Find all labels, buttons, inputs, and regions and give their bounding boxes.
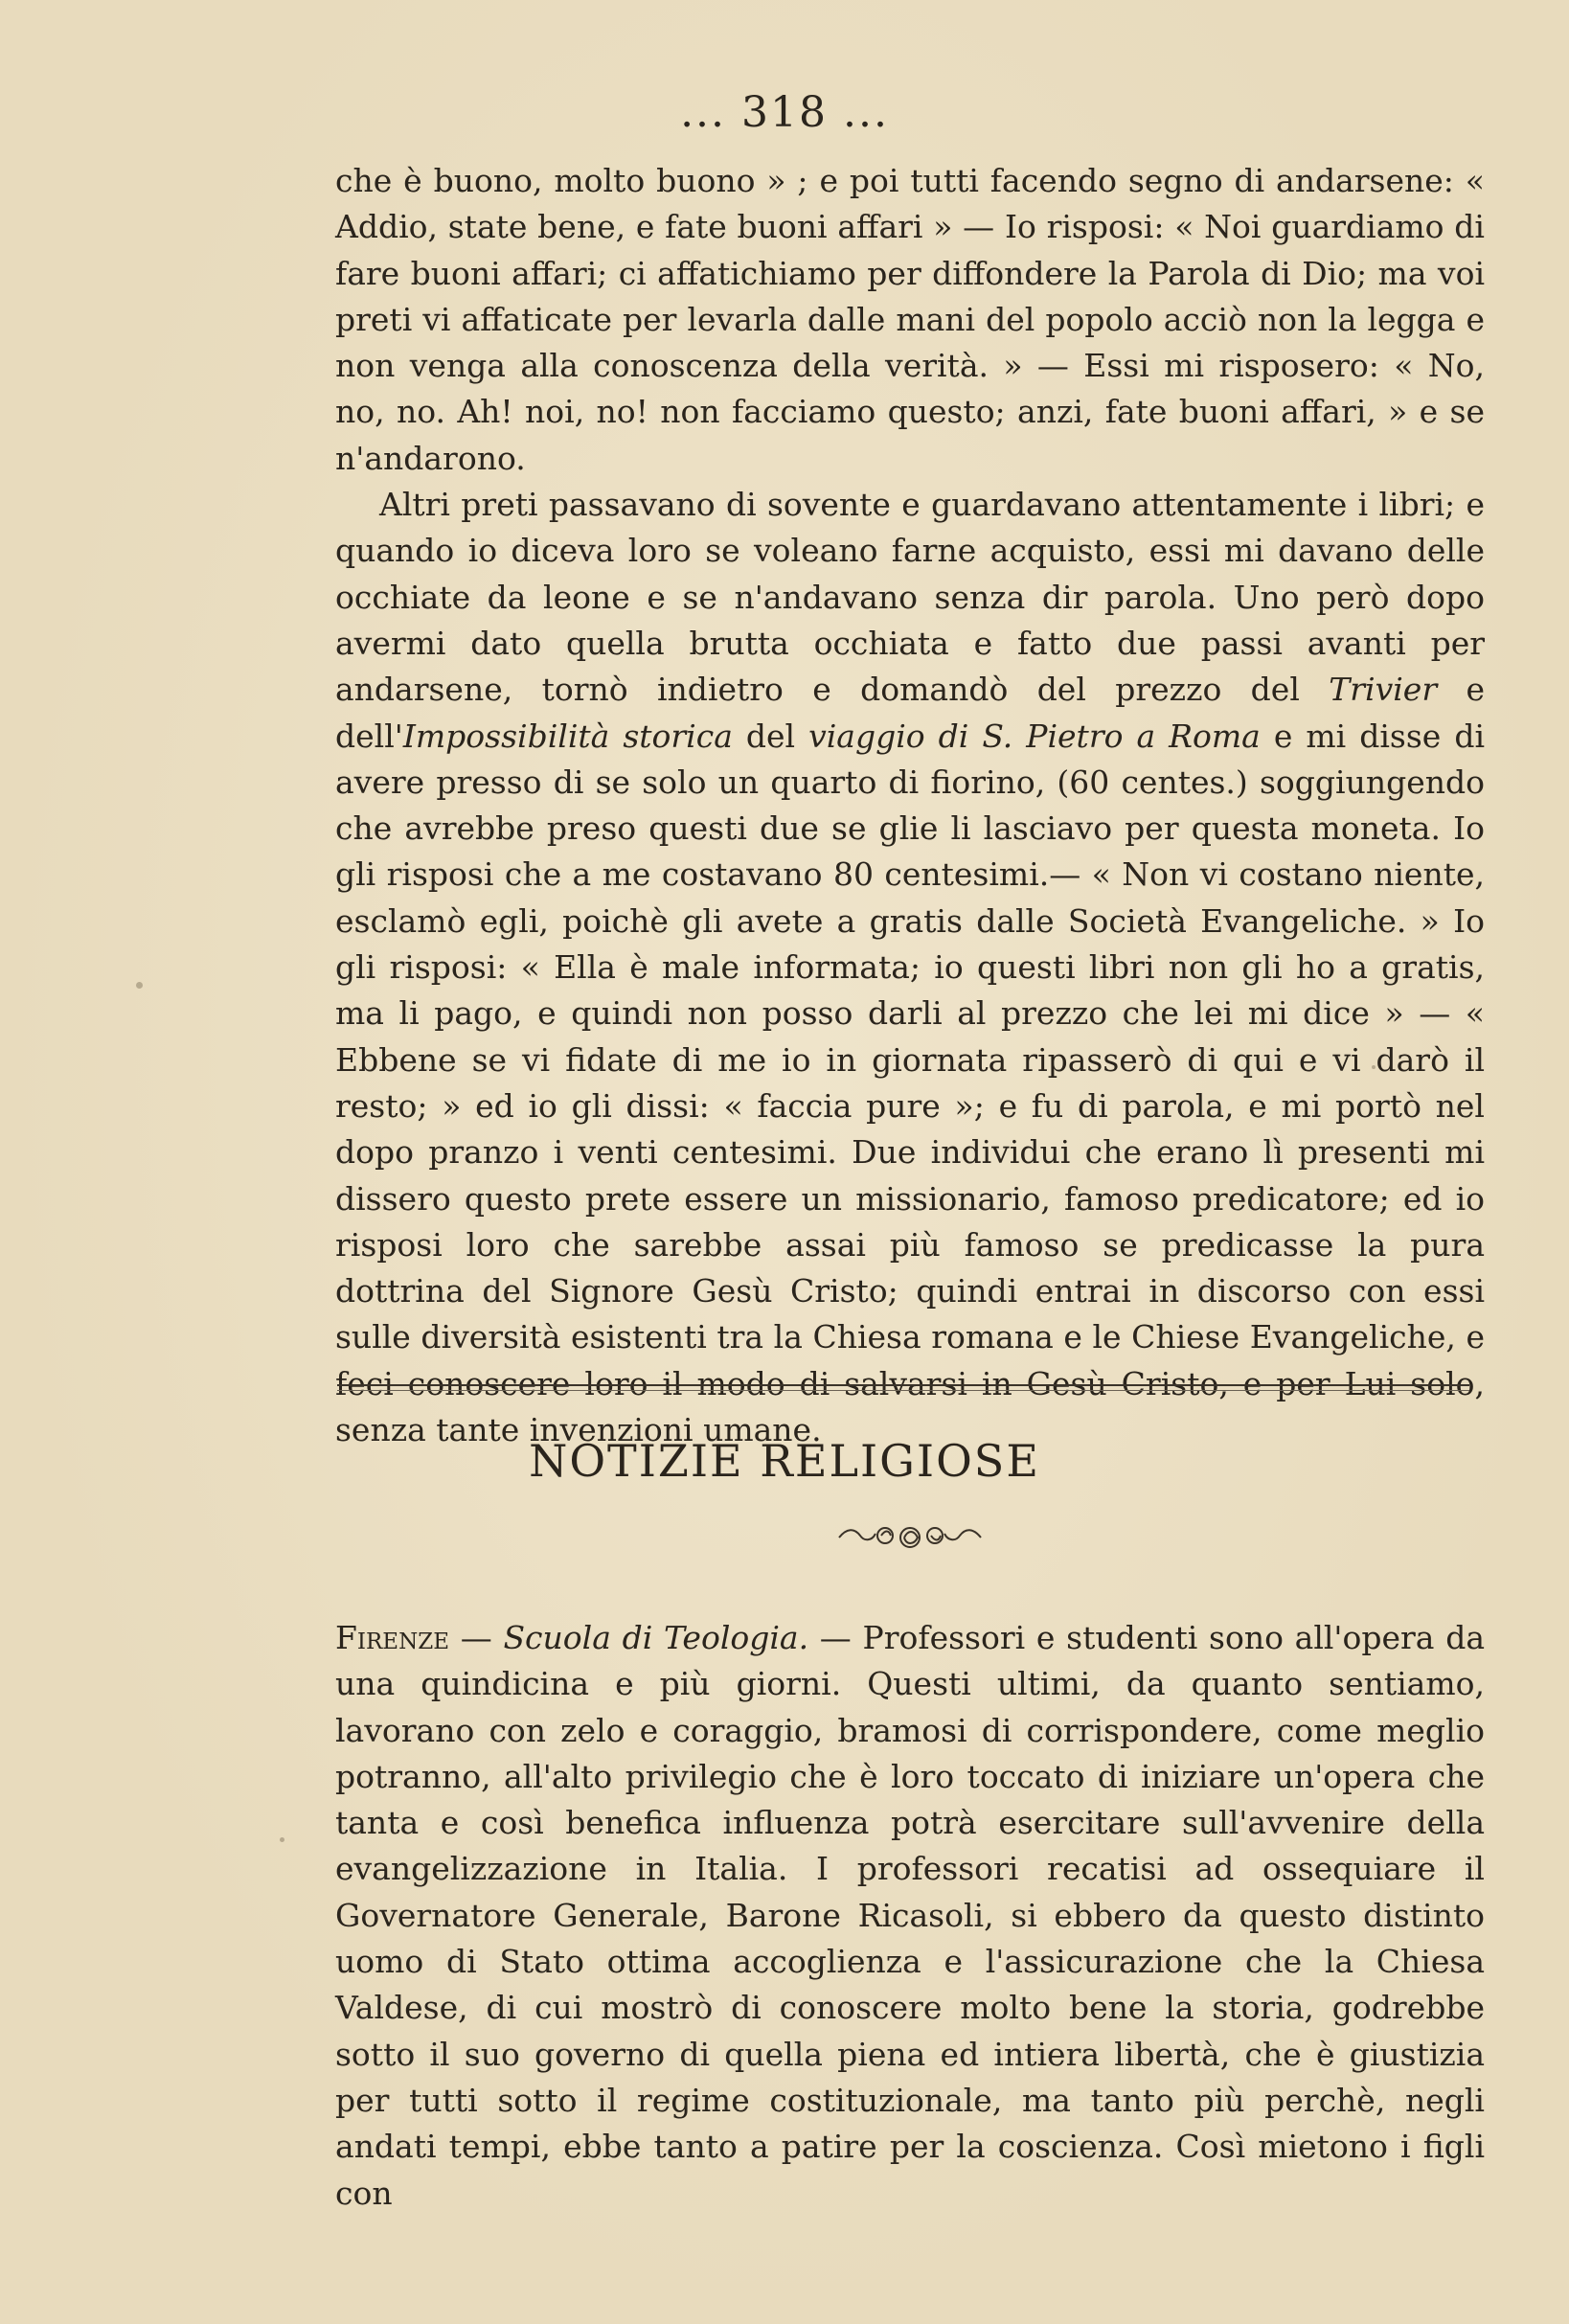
book-title-impossibilita: Impossibilità storica: [402, 717, 733, 755]
fleuron-ornament-icon: [833, 1518, 987, 1551]
news-heading: Scuola di Teologia.: [503, 1619, 809, 1656]
paper-speck: [280, 1837, 284, 1842]
news-paragraph: [335, 1615, 1485, 2217]
paper-speck: [136, 982, 143, 989]
paragraph-2-text-b: e dell': [335, 671, 1485, 755]
section-title: NOTIZIE RELIGIOSE: [529, 1435, 1040, 1487]
paragraph-1: che è buono, molto buono » ; e poi tutti facendo segno di andarsene: « Addio, state bene, e fate buoni affari » — Io risposi: « Noi guardiamo di fare buoni affari; ci affatichiamo per diffondere la Parola di Dio; ma voi preti vi affaticate per levarla dalle mani del popolo acciò non la legga e non venga alla conoscenza della verità. » — Essi mi risposero: « No, no, no. Ah! noi, no! non facciamo questo; anzi, fate buoni affari, » e se n'andarono.: [335, 162, 1485, 477]
article-body-continued: [335, 158, 1485, 1453]
news-text: — Professori e studenti sono all'opera da una quindicina e più giorni. Questi ultimi, da quanto sentiamo, lavorano con zelo e coraggio, bramosi di corrispondere, come meglio potranno, all'alto privilegio che è loro toccato di iniziare un'opera che tanta e così benefica influenza potrà esercitare sull'avvenire della evangelizzazione in Italia. I professori recatisi ad ossequiare il Governatore Generale, Barone Ricasoli, si ebbero da questo distinto uomo di Stato ottima accoglienza e l'assicurazione che la Chiesa Valdese, di cui mostrò di conoscere molto bene la storia, godrebbe sotto il suo governo di quella piena ed intiera libertà, che è giustizia per tutti sotto il regime costituzionale, ma tanto più perchè, negli andati tempi, ebbe tanto a patire per la coscienza. Così mietono i figli con: [335, 1619, 1485, 2212]
paragraph-2-text-c: del: [732, 717, 809, 755]
news-item-firenze: [335, 1615, 1485, 2217]
paragraph-2-text-d: e mi disse di avere presso di se solo un quarto di fiorino, (60 centes.) soggiungendo che avrebbe preso questi due se glie li lasciavo per questa moneta. Io gli risposi che a me costavano 80 centesimi.— « Non vi costano niente, esclamò egli, poichè gli avete a gratis dalle Società Evangeliche. » Io gli risposi: « Ella è male informata; io questi libri non gli ho a gratis, ma li pago, e quindi non posso darli al prezzo che lei mi dice » — « Ebbene se vi fidate di me io in giornata ripasserò di qui e vi darò il resto; » ed io gli dissi: « faccia pure »; e fu di parola, e mi portò nel dopo pranzo i venti centesimi. Due individui che erano lì presenti mi dissero questo prete essere un missionario, famoso predicatore; ed io risposi loro che sarebbe assai più famoso se predicasse la pura dottrina del Signore Gesù Cristo; quindi entrai in discorso con essi sulle diversità esistenti tra la Chiesa romana e le Chiese Evangeliche, e feci conoscere loro il modo di salvarsi in Gesù Cristo, e per Lui solo, senza tante invenzioni umane.: [335, 717, 1486, 1449]
paragraph-2-text-a: Altri preti passavano di sovente e guardavano attentamente i libri; e quando io diceva loro se voleano farne acquisto, essi mi davano delle occhiate da leone e se n'andavano senza dir parola. Uno però dopo avermi dato quella brutta occhiata e fatto due passi avanti per andarsene, tornò indietro e domandò del prezzo del: [335, 486, 1485, 709]
book-title-trivier: Trivier: [1329, 671, 1438, 709]
news-place: Firenze: [335, 1619, 449, 1656]
news-dash: —: [449, 1619, 504, 1656]
paragraph-2: [335, 482, 1485, 1453]
section-divider-rule: [337, 1384, 1469, 1391]
book-title-viaggio: viaggio di S. Pietro a Roma: [808, 717, 1261, 755]
page-number: ... 318 ...: [680, 88, 889, 137]
